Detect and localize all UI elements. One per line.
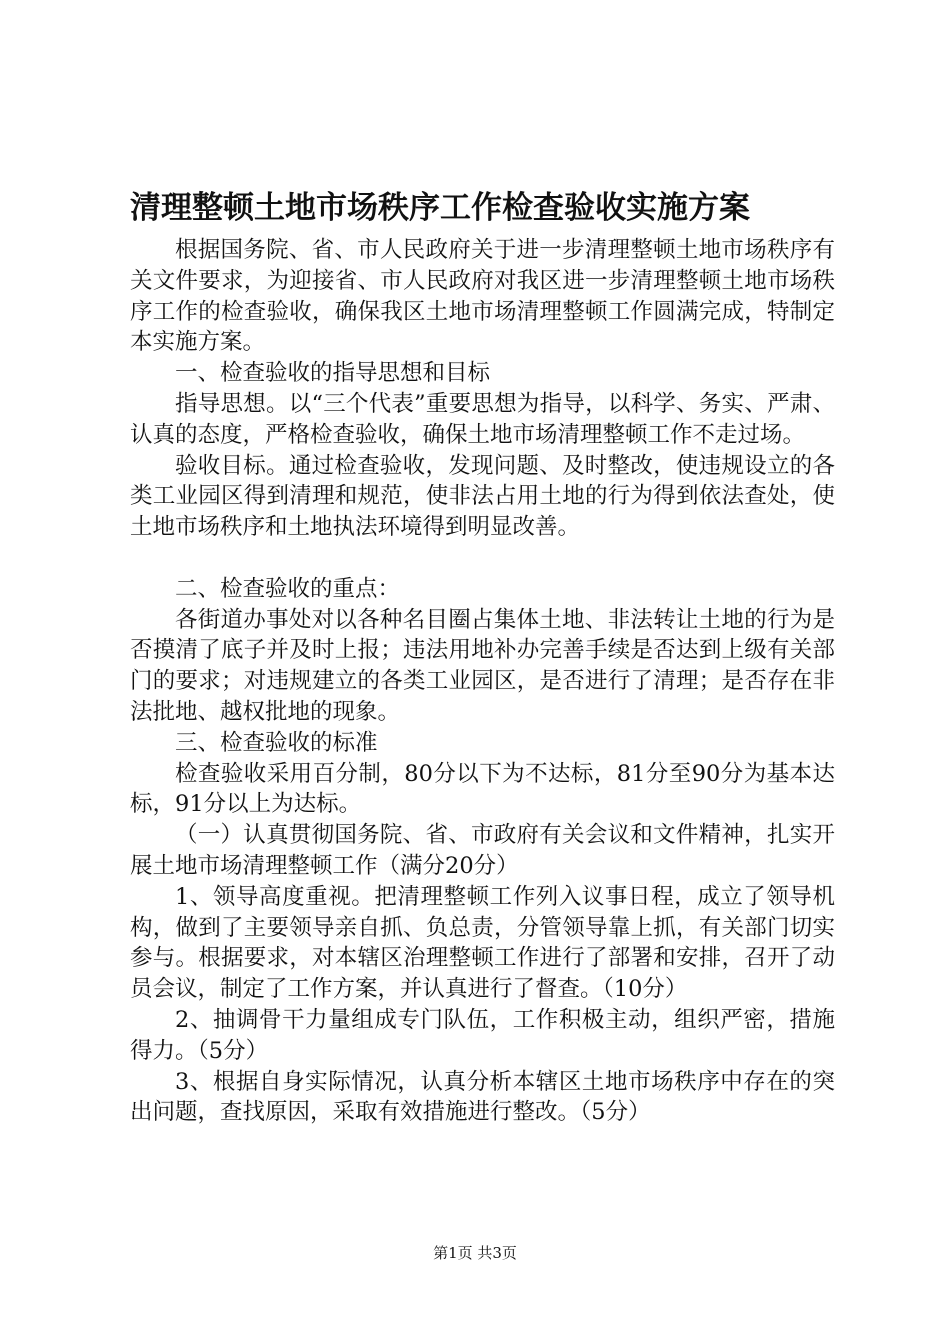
paragraph-scoring: 检查验收采用百分制，80分以下为不达标，81分至90分为基本达标，91分以上为达标。 xyxy=(130,760,835,818)
paragraph-intro: 根据国务院、省、市人民政府关于进一步清理整顿土地市场秩序有关文件要求，为迎接省、市人民政府对我区进一步清理整顿土地市场秩序工作的检查验收，确保我区土地市场清理整顿工作圆满完成，特制定本实施方案。 xyxy=(130,237,835,356)
blank-line xyxy=(130,543,835,574)
paragraph-key-points: 各街道办事处对以各种名目圈占集体土地、非法转让土地的行为是否摸清了底子并及时上报；违法用地补办完善手续是否达到上级有关部门的要求；对违规建立的各类工业园区，是否进行了清理；是否存在非法批地、越权批地的现象。 xyxy=(130,606,835,725)
paragraph-guiding-thought: 指导思想。以“三个代表”重要思想为指导，以科学、务实、严肃、认真的态度，严格检查验收，确保土地市场清理整顿工作不走过场。 xyxy=(130,390,835,448)
list-item-1: 1、领导高度重视。把清理整顿工作列入议事日程，成立了领导机构，做到了主要领导亲自抓、负总责，分管领导靠上抓，有关部门切实参与。根据要求，对本辖区治理整顿工作进行了部署和安排，召开了动员会议，制定了工作方案，并认真进行了督查。（10分） xyxy=(130,883,835,1003)
list-item-3: 3、根据自身实际情况，认真分析本辖区土地市场秩序中存在的突出问题，查找原因，采取有效措施进行整改。（5分） xyxy=(130,1068,835,1126)
document-title: 清理整顿土地市场秩序工作检查验收实施方案 xyxy=(130,190,750,226)
section-heading-2: 二、检查验收的重点： xyxy=(175,575,401,602)
document-body xyxy=(130,235,835,1128)
subsection-heading-1: （一）认真贯彻国务院、省、市政府有关会议和文件精神，扎实开展土地市场清理整顿工作（满分20分） xyxy=(130,822,835,879)
list-item-2: 2、抽调骨干力量组成专门队伍，工作积极主动，组织严密，措施得力。（5分） xyxy=(130,1006,835,1064)
section-heading-1: 一、检查验收的指导思想和目标 xyxy=(175,360,491,387)
section-heading-3: 三、检查验收的标准 xyxy=(175,729,378,756)
paragraph-acceptance-goal: 验收目标。通过检查验收，发现问题、及时整改，使违规设立的各类工业园区得到清理和规范，使非法占用土地的行为得到依法查处，使土地市场秩序和土地执法环境得到明显改善。 xyxy=(130,452,835,541)
page-footer: 第1页 共3页 xyxy=(433,1244,517,1262)
